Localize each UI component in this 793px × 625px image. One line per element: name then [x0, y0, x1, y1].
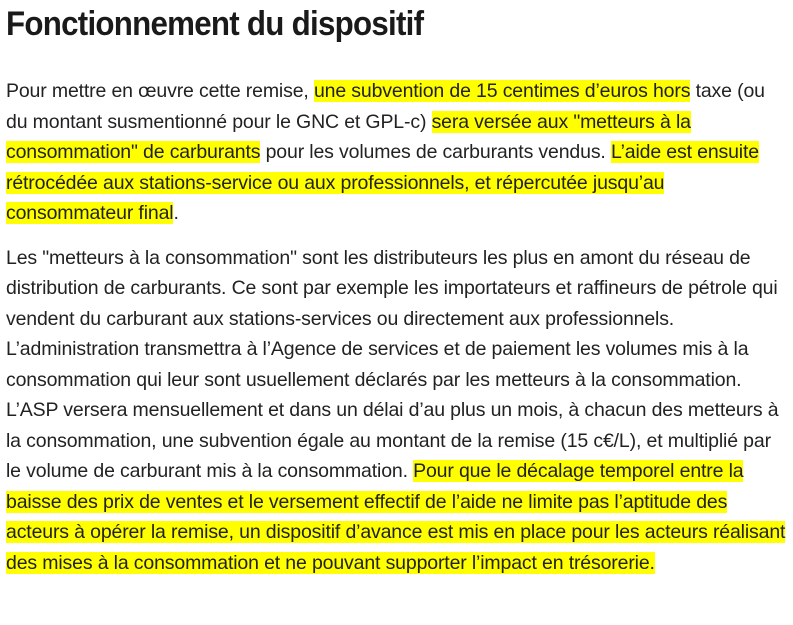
highlight-avance: Pour que le décalage temporel entre la baisse des prix de ventes et le versement effectif de l’aide ne limite pas l’aptitude des acteurs à opérer la remise, un dispositif d’avance est mis en place pour les acteurs réalisant des mises à la consommation et ne pouvant supporter l’impact en trésorerie. [6, 460, 786, 574]
highlight-retrocession: L’aide est ensuite rétrocédée aux stations-service ou aux professionnels, et répercutée jusqu’au consommateur final [6, 141, 759, 224]
paragraph-1-text-1: Pour mettre en œuvre cette remise, [6, 80, 314, 102]
paragraph-1-text-4: . [173, 202, 179, 224]
highlight-metteurs: sera versée aux "metteurs à la consommation" de carburants [6, 110, 691, 163]
paragraph-2-text-1: Les "metteurs à la consommation" sont les distributeurs les plus en amont du réseau de distribution de carburants. Ce sont par exemple les importateurs et raffineurs de pétrole qui vendent du carburant aux stations-services ou directement aux professionnels. L’administration transmettra à l’Agence de services et de paiement les volumes mis à la consommation qui leur sont usuellement déclarés par les metteurs à la consommation. L’ASP versera mensuellement et dans un délai d’au plus un mois, à chacun des metteurs à la consommation, une subvention égale au montant de la remise (15 c€/L), et multiplié par le volume de carburant mis à la consommation. [6, 246, 779, 482]
paragraph-1-text-2: taxe (ou du montant susmentionné pour le GNC et GPL-c) [6, 80, 765, 133]
highlight-subvention: une subvention de 15 centimes d’euros hors [313, 80, 691, 102]
paragraph-1 [6, 76, 787, 229]
paragraph-2 [6, 243, 787, 579]
section-heading: Fonctionnement du dispositif [6, 5, 424, 43]
paragraph-1-text-3: pour les volumes de carburants vendus. [260, 141, 611, 163]
